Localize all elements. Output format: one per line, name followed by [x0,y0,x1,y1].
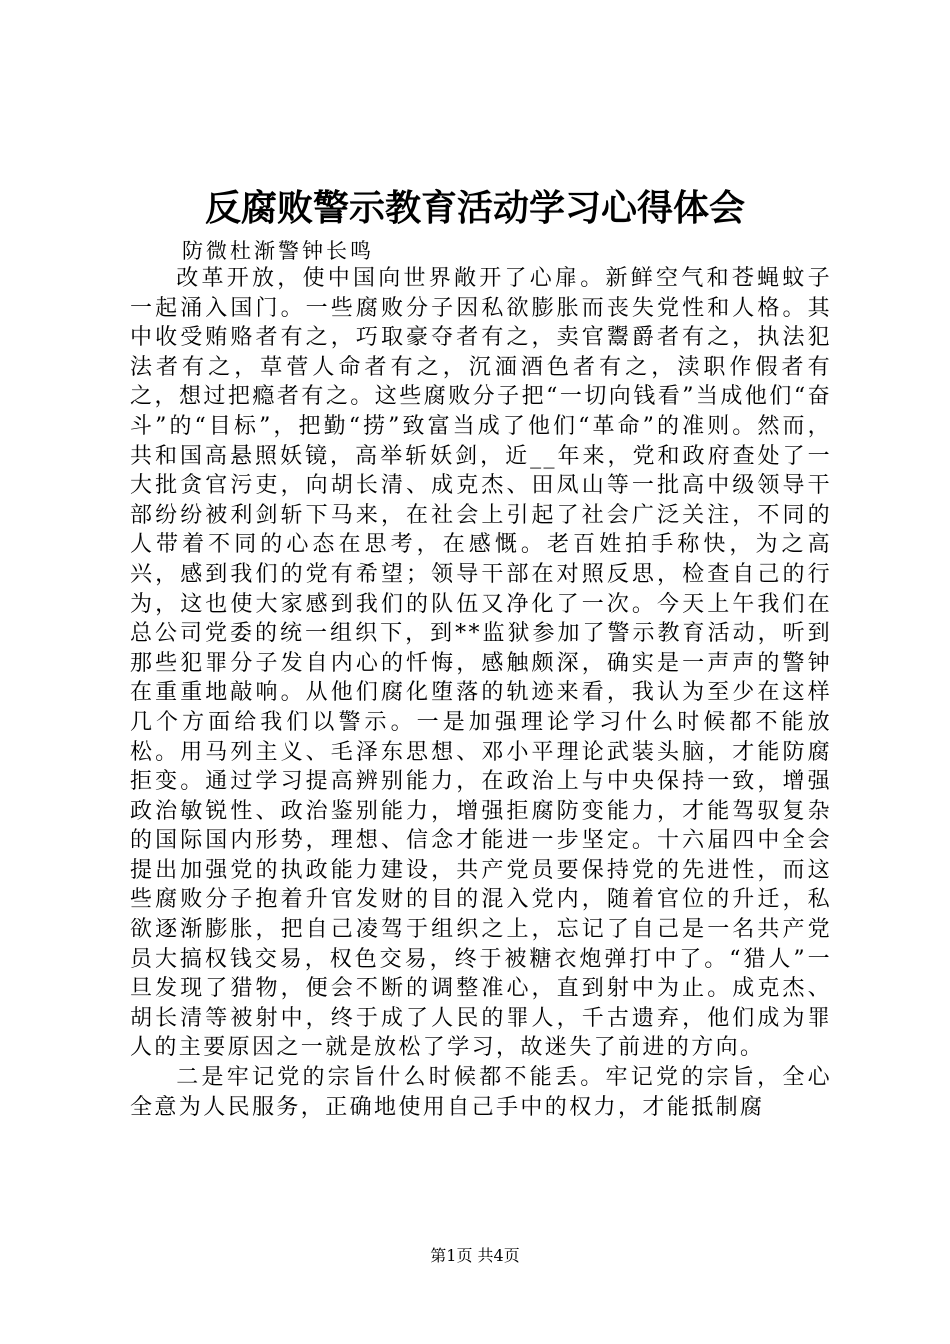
body-paragraph: 改革开放，使中国向世界敞开了心扉。新鲜空气和苍蝇蚊子一起涌入国门。一些腐败分子因私欲膨胀而丧失党性和人格。其中收受贿赂者有之，巧取豪夺者有之，卖官鬻爵者有之，执法犯法者有之，草菅人命者有之，沉湎酒色者有之，渎职作假者有之，想过把瘾者有之。这些腐败分子把“一切向钱看”当成他们“奋斗”的“目标”，把勤“捞”致富当成了他们“革命”的准则。然而，共和国高悬照妖镜，高举斩妖剑，近__年来，党和政府查处了一大批贪官污吏，向胡长清、成克杰、田凤山等一批高中级领导干部纷纷被利剑斩下马来，在社会上引起了社会广泛关注，不同的人带着不同的心态在思考，在感慨。老百姓拍手称快，为之高兴，感到我们的党有希望；领导干部在对照反思，检查自己的行为，这也使大家感到我们的队伍又净化了一次。今天上午我们在总公司党委的统一组织下，到**监狱参加了警示教育活动，听到那些犯罪分子发自内心的忏悔，感触颇深，确实是一声声的警钟在重重地敲响。从他们腐化堕落的轨迹来看，我认为至少在这样几个方面给我们以警示。一是加强理论学习什么时候都不能放松。用马列主义、毛泽东思想、邓小平理论武装头脑，才能防腐拒变。通过学习提高辨别能力，在政治上与中央保持一致，增强政治敏锐性、政治鉴别能力，增强拒腐防变能力，才能驾驭复杂的国际国内形势，理想、信念才能进一步坚定。十六届四中全会提出加强党的执政能力建设，共产党员要保持党的先进性，而这些腐败分子抱着升官发财的目的混入党内，随着官位的升迁，私欲逐渐膨胀，把自己凌驾于组织之上，忘记了自己是一名共产党员大搞权钱交易，权色交易，终于被糖衣炮弹打中了。“猎人”一旦发现了猎物，便会不断的调整准心，直到射中为止。成克杰、胡长清等被射中，终于成了人民的罪人，千古遗弃，他们成为罪人的主要原因之一就是放松了学习，故迷失了前进的方向。 [130,266,832,1061]
page-number-footer: 第1页 共4页 [430,1246,520,1265]
body-paragraph: 二是牢记党的宗旨什么时候都不能丢。牢记党的宗旨，全心全意为人民服务，正确地使用自己手中的权力，才能抵制腐 [130,1065,832,1120]
document-subtitle: 防微杜渐警钟长鸣 [182,239,374,263]
document-title: 反腐败警示教育活动学习心得体会 [204,187,745,229]
document-body [130,264,832,1122]
